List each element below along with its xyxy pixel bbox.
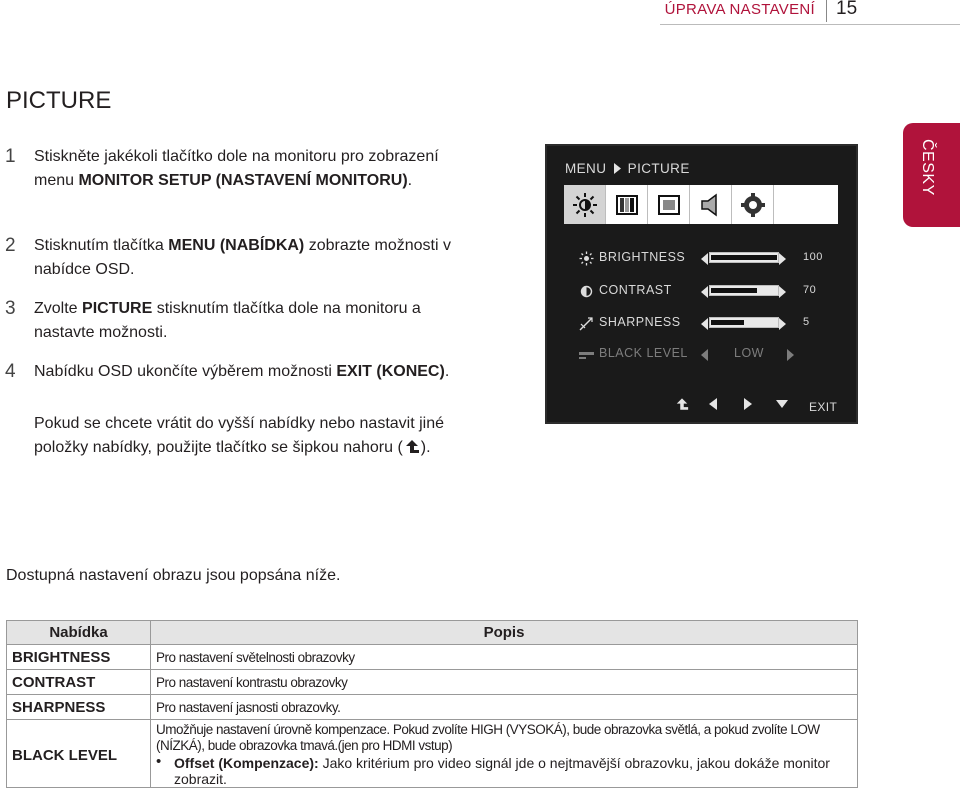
osd-path-picture: PICTURE (627, 161, 690, 176)
slider-fill (711, 255, 777, 260)
step-text-plain: Stisknutím tlačítka (34, 237, 169, 254)
chevron-right-icon (613, 163, 622, 174)
osd-row-label: BRIGHTNESS (599, 250, 686, 264)
arrow-right-icon[interactable] (779, 286, 786, 298)
offset-bullet (156, 755, 857, 787)
up-arrow-icon[interactable] (675, 397, 689, 411)
chevron-right-icon[interactable] (744, 398, 752, 410)
step-text-end: . (407, 172, 413, 189)
osd-exit-button[interactable]: EXIT (809, 400, 838, 414)
note-text-end: ). (420, 439, 431, 456)
table-cell-description: Pro nastavení světelnosti obrazovky (151, 645, 858, 670)
step-number: 1 (5, 146, 16, 167)
table-cell-name: SHARPNESS (7, 695, 151, 720)
black-level-description: Umožňuje nastavení úrovně kompenzace. Pokud zvolíte HIGH (VYSOKÁ), bude obrazovka světlá, a pokud zvolíte LOW (NÍZKÁ), bude obrazovka tmavá.(jen pro HDMI vstup) (156, 722, 820, 753)
table-cell-description: Pro nastavení kontrastu obrazovky (151, 670, 858, 695)
table-cell-description: Pro nastavení jasnosti obrazovky. (151, 695, 858, 720)
table-row (7, 645, 858, 670)
step-text-bold: EXIT (KONEC) (336, 363, 445, 380)
offset-bullet-title: Offset (Kompenzace): (174, 755, 319, 771)
osd-row-label: SHARPNESS (599, 315, 681, 329)
table-row (7, 695, 858, 720)
header-divider (826, 0, 827, 22)
offset-bullet-text: Jako kritérium pro video signál jde o nejtmavější obrazovku, jakou dokáže monitor zobrazit. (174, 755, 830, 787)
table-cell-description (151, 720, 858, 788)
step-text (34, 360, 474, 384)
black-level-value: LOW (734, 346, 764, 360)
arrow-left-icon[interactable] (701, 318, 708, 330)
table-header-row (7, 621, 858, 645)
chevron-left-icon[interactable] (709, 398, 717, 410)
osd-breadcrumb (565, 161, 690, 176)
picture-icon[interactable] (564, 185, 606, 224)
step-text-end: stisknutím tlačítka dole na monitoru a nastavte možnosti. (34, 300, 421, 341)
header-section-title: ÚPRAVA NASTAVENÍ (664, 1, 815, 18)
osd-row-brightness[interactable] (579, 249, 849, 269)
sun-icon (579, 251, 594, 266)
step-text-bold: MENU (NABÍDKA) (168, 237, 305, 254)
osd-row-contrast[interactable] (579, 282, 849, 302)
note-text: Pokud se chcete vrátit do vyšší nabídky nebo nastavit jiné položky nabídky, použijte tlačítko se šipkou nahoru ( (34, 415, 445, 456)
step-text-bold: MONITOR SETUP (NASTAVENÍ MONITORU) (78, 172, 408, 189)
step-text-plain: Stiskněte jakékoli tlačítko dole na monitoru pro zobrazení menu (34, 148, 439, 189)
step-text-end: . (444, 363, 450, 380)
step-number: 2 (5, 235, 16, 256)
color-icon[interactable] (606, 185, 648, 224)
osd-icon-bar (564, 185, 838, 224)
osd-row-value: 100 (803, 251, 823, 263)
table-cell-name: BLACK LEVEL (7, 720, 151, 788)
arrow-right-icon[interactable] (779, 318, 786, 330)
step-text-bold: PICTURE (82, 300, 153, 317)
arrow-left-icon[interactable] (701, 286, 708, 298)
up-arrow-icon (404, 439, 420, 454)
arrow-left-icon[interactable] (701, 349, 708, 361)
sharpness-icon (579, 316, 594, 331)
available-settings-text: Dostupná nastavení obrazu jsou popsána níže. (6, 567, 341, 584)
osd-row-black-level[interactable] (579, 345, 849, 365)
osd-path-menu: MENU (565, 161, 607, 176)
osd-menu-screenshot (545, 144, 858, 424)
settings-table (6, 620, 858, 788)
sound-icon[interactable] (690, 185, 732, 224)
column-header-menu: Nabídka (7, 621, 151, 645)
step-text (34, 297, 474, 345)
page-title: PICTURE (6, 87, 112, 114)
chevron-down-icon[interactable] (776, 400, 788, 408)
slider-fill (711, 288, 757, 293)
table-row (7, 720, 858, 788)
table-cell-name: BRIGHTNESS (7, 645, 151, 670)
step-number: 4 (5, 361, 16, 382)
table-cell-name: CONTRAST (7, 670, 151, 695)
header-rule (660, 24, 960, 25)
black-level-icon (579, 347, 594, 362)
contrast-slider[interactable] (709, 285, 779, 296)
osd-row-label: CONTRAST (599, 283, 672, 297)
step-text-end: zobrazte možnosti v nabídce OSD. (34, 237, 451, 278)
arrow-left-icon[interactable] (701, 253, 708, 265)
osd-button-bar (547, 392, 856, 418)
column-header-description: Popis (151, 621, 858, 645)
language-tab (903, 123, 960, 227)
step-text (34, 234, 474, 282)
step-text-plain: Zvolte (34, 300, 83, 317)
page-number: 15 (836, 0, 858, 19)
step-number: 3 (5, 298, 16, 319)
arrow-right-icon[interactable] (779, 253, 786, 265)
osd-row-sharpness[interactable] (579, 314, 849, 334)
slider-fill (711, 320, 744, 325)
table-row (7, 670, 858, 695)
osd-row-label: BLACK LEVEL (599, 346, 688, 360)
sharpness-slider[interactable] (709, 317, 779, 328)
step-text-plain: Nabídku OSD ukončíte výběrem možnosti (34, 363, 337, 380)
display-icon[interactable] (648, 185, 690, 224)
contrast-icon (579, 284, 594, 299)
step-text (34, 145, 474, 193)
settings-icon[interactable] (732, 185, 774, 224)
arrow-right-icon[interactable] (787, 349, 794, 361)
language-tab-label: ČESKY (919, 139, 936, 196)
step-4-note (34, 412, 474, 460)
osd-row-value: 5 (803, 316, 810, 328)
osd-row-value: 70 (803, 284, 817, 296)
brightness-slider[interactable] (709, 252, 779, 263)
